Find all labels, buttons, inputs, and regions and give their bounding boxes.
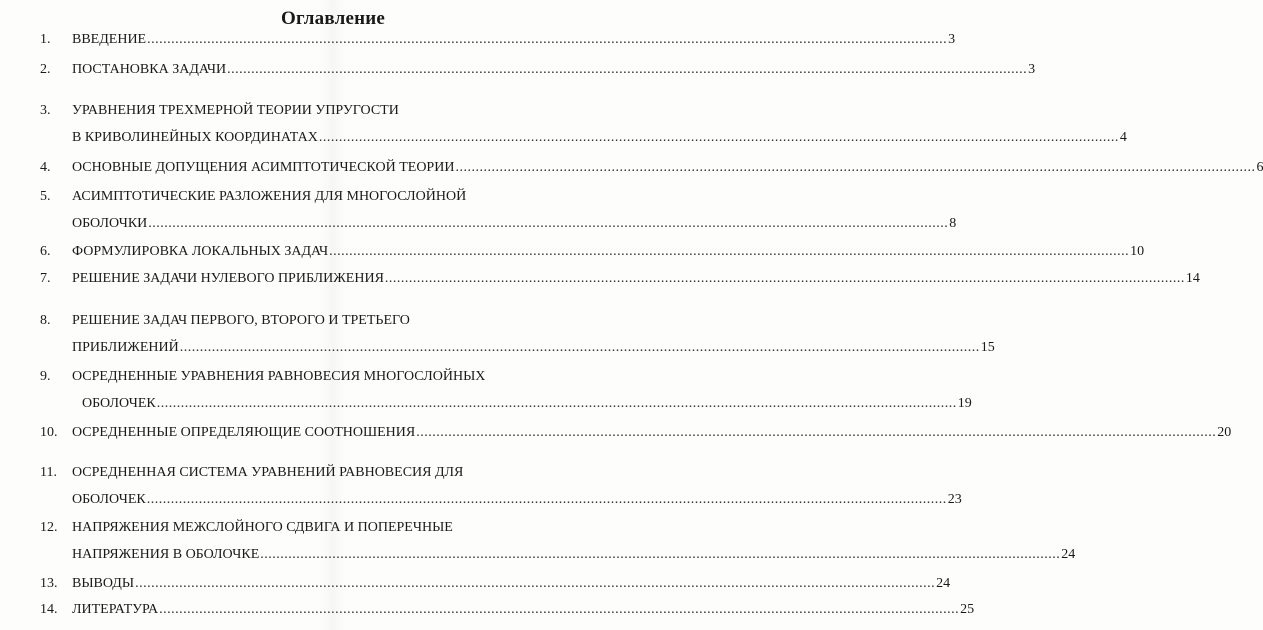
toc-leader-dots: ........................................................................................................................................................................................................: [318, 130, 1119, 145]
toc-entry-number: 13.: [40, 576, 58, 591]
toc-entry-title: ОСРЕДНЕННЫЕ УРАВНЕНИЯ РАВНОВЕСИЯ МНОГОСЛОЙНЫХ: [72, 369, 486, 384]
toc-entry[interactable]: [72, 130, 1127, 146]
toc-entry-number: 8.: [40, 313, 51, 328]
toc-entry-title: АСИМПТОТИЧЕСКИЕ РАЗЛОЖЕНИЯ ДЛЯ МНОГОСЛОЙНОЙ: [72, 189, 467, 204]
toc-leader-dots: ........................................................................................................................................................................................................: [148, 216, 949, 231]
toc-page-number: 10: [1130, 244, 1145, 259]
toc-entry-title: ОСРЕДНЕННАЯ СИСТЕМА УРАВНЕНИЙ РАВНОВЕСИЯ ДЛЯ: [72, 465, 464, 480]
toc-leader-dots: ........................................................................................................................................................................................................: [135, 576, 936, 591]
toc-entry-title: ПОСТАНОВКА ЗАДАЧИ: [72, 62, 227, 77]
toc-leader-dots: ........................................................................................................................................................................................................: [455, 160, 1256, 175]
toc-entry[interactable]: [72, 492, 962, 508]
toc-entry-title: РЕШЕНИЕ ЗАДАЧИ НУЛЕВОГО ПРИБЛИЖЕНИЯ: [72, 271, 384, 286]
toc-entry[interactable]: [40, 62, 1036, 78]
toc-entry[interactable]: [40, 602, 975, 618]
toc-entry[interactable]: [72, 547, 1076, 563]
toc-entry[interactable]: [40, 244, 1145, 260]
toc-entry-title: ОБОЛОЧКИ: [72, 216, 148, 231]
toc-leader-dots: ........................................................................................................................................................................................................: [147, 32, 948, 47]
toc-leader-dots: ........................................................................................................................................................................................................: [156, 396, 957, 411]
toc-entry[interactable]: [40, 32, 956, 48]
toc-entry-number: 4.: [40, 160, 51, 175]
toc-page-number: 20: [1217, 425, 1232, 440]
toc-leader-dots: ........................................................................................................................................................................................................: [416, 425, 1217, 440]
toc-page-number: 4: [1119, 130, 1127, 145]
toc-entry-title: ОБОЛОЧЕК: [72, 492, 146, 507]
toc-page-number: 6: [1256, 160, 1263, 175]
toc-entry-number: 6.: [40, 244, 51, 259]
toc-entry-title: ВЫВОДЫ: [72, 576, 135, 591]
toc-page-number: 24: [1061, 547, 1076, 562]
toc-entry-number: 2.: [40, 62, 51, 77]
toc-page-number: 3: [948, 32, 956, 47]
toc-entry-title: ОСРЕДНЕННЫЕ ОПРЕДЕЛЯЮЩИЕ СООТНОШЕНИЯ: [72, 425, 416, 440]
toc-leader-dots: ........................................................................................................................................................................................................: [179, 340, 980, 355]
toc-entry[interactable]: [82, 396, 972, 412]
toc-entry-title: ВВЕДЕНИЕ: [72, 32, 147, 47]
toc-entry-number: 1.: [40, 32, 51, 47]
toc-page-number: 25: [960, 602, 975, 617]
toc-entry-title: ЛИТЕРАТУРА: [72, 602, 159, 617]
toc-entry-title: НАПРЯЖЕНИЯ В ОБОЛОЧКЕ: [72, 547, 260, 562]
toc-entry-number: 3.: [40, 103, 51, 118]
page-title: Оглавление: [280, 8, 386, 29]
toc-entry-line: [40, 369, 485, 385]
toc-page-number: 15: [980, 340, 995, 355]
toc-page-number: 24: [936, 576, 951, 591]
toc-entry-title: ОБОЛОЧЕК: [82, 396, 156, 411]
toc-entry-title: В КРИВОЛИНЕЙНЫХ КООРДИНАТАХ: [72, 130, 318, 145]
toc-page-number: 14: [1185, 271, 1200, 286]
toc-page-number: 23: [947, 492, 962, 507]
toc-entry-number: 7.: [40, 271, 51, 286]
toc-entry[interactable]: [40, 160, 1263, 176]
toc-entry-number: 14.: [40, 602, 58, 617]
toc-entry-number: 11.: [40, 465, 57, 480]
toc-entry-line: [40, 189, 466, 205]
toc-entry[interactable]: [72, 216, 957, 232]
toc-entry[interactable]: [72, 340, 995, 356]
toc-leader-dots: ........................................................................................................................................................................................................: [260, 547, 1061, 562]
toc-leader-dots: ........................................................................................................................................................................................................: [329, 244, 1130, 259]
toc-entry-number: 9.: [40, 369, 51, 384]
toc-page-number: 19: [957, 396, 972, 411]
toc-entry-line: [40, 465, 463, 481]
toc-entry-number: 12.: [40, 520, 58, 535]
toc-entry-line: [40, 313, 410, 329]
toc-leader-dots: ........................................................................................................................................................................................................: [384, 271, 1185, 286]
toc-leader-dots: ........................................................................................................................................................................................................: [227, 62, 1028, 77]
toc-page-number: 8: [949, 216, 957, 231]
toc-entry-title: ФОРМУЛИРОВКА ЛОКАЛЬНЫХ ЗАДАЧ: [72, 244, 329, 259]
toc-entry-title: НАПРЯЖЕНИЯ МЕЖСЛОЙНОГО СДВИГА И ПОПЕРЕЧНЫЕ: [72, 520, 453, 535]
toc-entry-number: 5.: [40, 189, 51, 204]
toc-leader-dots: ........................................................................................................................................................................................................: [146, 492, 947, 507]
toc-entry-line: [40, 103, 399, 119]
toc-entry-title: ОСНОВНЫЕ ДОПУЩЕНИЯ АСИМПТОТИЧЕСКОЙ ТЕОРИИ: [72, 160, 455, 175]
toc-page-number: 3: [1028, 62, 1036, 77]
toc-entry[interactable]: [40, 576, 951, 592]
toc-entry-line: [40, 520, 453, 536]
toc-entry-title: ПРИБЛИЖЕНИЙ: [72, 340, 179, 355]
toc-leader-dots: ........................................................................................................................................................................................................: [159, 602, 960, 617]
toc-entry-title: РЕШЕНИЕ ЗАДАЧ ПЕРВОГО, ВТОРОГО И ТРЕТЬЕГО: [72, 313, 410, 328]
toc-entry[interactable]: [40, 271, 1200, 287]
toc-entry-title: УРАВНЕНИЯ ТРЕХМЕРНОЙ ТЕОРИИ УПРУГОСТИ: [72, 103, 399, 118]
toc-entry-number: 10.: [40, 425, 58, 440]
toc-entry[interactable]: [40, 425, 1232, 441]
